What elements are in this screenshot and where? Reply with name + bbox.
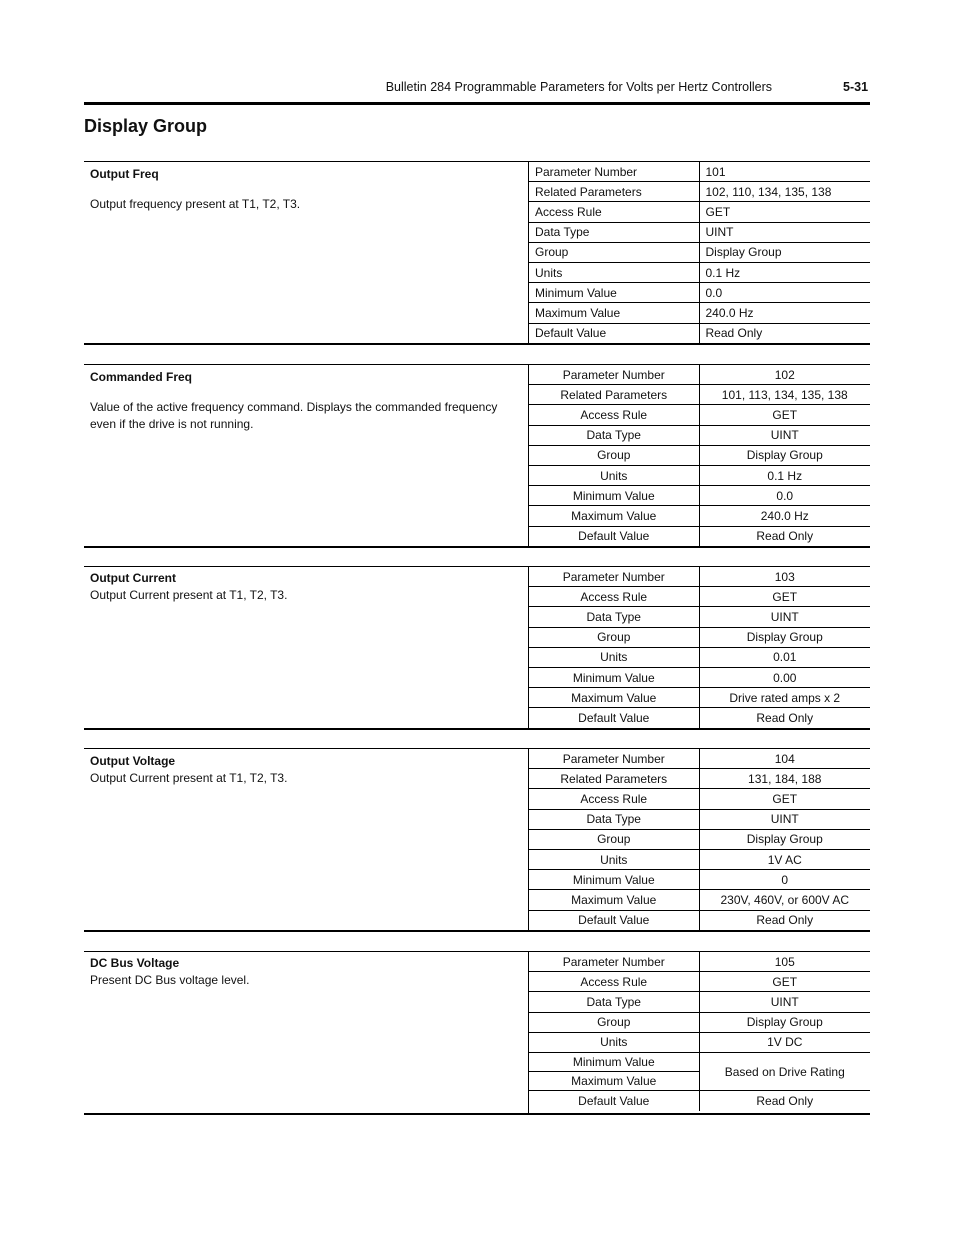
attribute-value: Read Only xyxy=(699,1091,870,1111)
attribute-value: Read Only xyxy=(699,526,870,546)
table-row xyxy=(529,365,870,385)
attribute-label: Maximum Value xyxy=(529,890,699,910)
attribute-value: 0.0 xyxy=(699,486,870,506)
table-row xyxy=(529,1091,870,1111)
table-row xyxy=(529,890,870,910)
attribute-label: Default Value xyxy=(529,1091,699,1111)
table-row xyxy=(529,769,870,789)
attribute-label: Units xyxy=(529,465,699,485)
attribute-value: Read Only xyxy=(699,708,870,728)
attribute-label: Minimum Value xyxy=(529,870,699,890)
table-row xyxy=(529,789,870,809)
attribute-label: Maximum Value xyxy=(529,303,699,323)
param-description: Output Current present at T1, T2, T3. xyxy=(90,588,288,602)
attribute-value: Display Group xyxy=(699,445,870,465)
param-name: Output Current xyxy=(90,571,176,585)
attribute-value: UINT xyxy=(699,992,870,1012)
param-attributes-table xyxy=(529,567,870,728)
param-block-output-voltage xyxy=(84,748,870,932)
attribute-value-merged: Based on Drive Rating xyxy=(699,1052,870,1090)
table-row xyxy=(529,749,870,769)
param-description: Output frequency present at T1, T2, T3. xyxy=(90,197,301,211)
attribute-value: 0.00 xyxy=(699,667,870,687)
table-row xyxy=(529,222,870,242)
attribute-value: UINT xyxy=(699,425,870,445)
attribute-label: Parameter Number xyxy=(529,952,699,972)
header-rule xyxy=(84,102,870,105)
param-block-output-freq xyxy=(84,161,870,345)
attribute-value: 104 xyxy=(774,751,795,766)
attribute-label: Parameter Number xyxy=(529,162,699,182)
attribute-value: 101, 113, 134, 135, 138 xyxy=(699,385,870,405)
attribute-label: Access Rule xyxy=(529,972,699,992)
param-name: Output Freq xyxy=(90,167,159,181)
attribute-label: Related Parameters xyxy=(529,385,699,405)
param-attributes-table xyxy=(529,162,870,343)
attribute-label: Data Type xyxy=(529,607,699,627)
attribute-label: Maximum Value xyxy=(529,688,699,708)
attribute-label: Minimum Value xyxy=(529,1052,699,1071)
attribute-label: Parameter Number xyxy=(529,365,699,385)
table-row xyxy=(529,627,870,647)
param-description: Value of the active frequency command. Displays the commanded frequency even if the drive is not running. xyxy=(90,400,498,431)
attribute-value: Drive rated amps x 2 xyxy=(699,688,870,708)
table-row xyxy=(529,405,870,425)
table-row xyxy=(529,526,870,546)
attribute-label: Default Value xyxy=(529,323,699,343)
attribute-label: Access Rule xyxy=(529,405,699,425)
section-title: Display Group xyxy=(84,116,208,136)
param-description-cell xyxy=(84,749,529,930)
attribute-value: 1V AC xyxy=(699,849,870,869)
table-row xyxy=(529,202,870,222)
table-row xyxy=(529,1032,870,1052)
attribute-label: Access Rule xyxy=(529,587,699,607)
param-description: Output Current present at T1, T2, T3. xyxy=(90,771,288,785)
attribute-label: Related Parameters xyxy=(529,769,699,789)
table-row xyxy=(529,567,870,587)
table-row xyxy=(529,952,870,972)
attribute-label: Default Value xyxy=(529,708,699,728)
running-header-title: Bulletin 284 Programmable Parameters for Volts per Hertz Controllers xyxy=(385,80,772,94)
attribute-value: GET xyxy=(699,202,870,222)
attribute-label: Parameter Number xyxy=(529,567,699,587)
table-row xyxy=(529,385,870,405)
attribute-label: Minimum Value xyxy=(529,486,699,506)
attribute-value: Display Group xyxy=(699,242,870,262)
attribute-value: 105 xyxy=(774,954,795,969)
attribute-label: Group xyxy=(529,242,699,262)
table-row xyxy=(529,910,870,930)
param-attributes-table xyxy=(529,952,870,1111)
table-row xyxy=(529,303,870,323)
attribute-label: Units xyxy=(529,1032,699,1052)
table-row xyxy=(529,829,870,849)
table-row xyxy=(529,182,870,202)
table-row xyxy=(529,688,870,708)
table-row xyxy=(529,1012,870,1032)
table-row xyxy=(529,992,870,1012)
attribute-value: UINT xyxy=(699,809,870,829)
attribute-value: Display Group xyxy=(699,627,870,647)
table-row xyxy=(529,465,870,485)
attribute-label: Minimum Value xyxy=(529,283,699,303)
attribute-label: Data Type xyxy=(529,809,699,829)
attribute-value: 0.0 xyxy=(699,283,870,303)
table-row xyxy=(529,262,870,282)
attribute-label: Group xyxy=(529,1012,699,1032)
attribute-label: Group xyxy=(529,627,699,647)
attribute-value: 0.1 Hz xyxy=(699,465,870,485)
table-row xyxy=(529,809,870,829)
attribute-label: Default Value xyxy=(529,526,699,546)
attribute-label: Related Parameters xyxy=(529,182,699,202)
attribute-value: Display Group xyxy=(699,1012,870,1032)
attribute-value: 240.0 Hz xyxy=(699,506,870,526)
table-row xyxy=(529,506,870,526)
attribute-value: 0.1 Hz xyxy=(699,262,870,282)
param-attributes-table xyxy=(529,365,870,546)
attribute-value: GET xyxy=(699,587,870,607)
attribute-label: Data Type xyxy=(529,222,699,242)
attribute-value: 103 xyxy=(774,569,795,584)
attribute-label: Data Type xyxy=(529,992,699,1012)
page-number: 5-31 xyxy=(843,80,869,94)
param-name: Commanded Freq xyxy=(90,370,193,384)
attribute-label: Parameter Number xyxy=(529,749,699,769)
attribute-label: Group xyxy=(529,829,699,849)
attribute-value: 102 xyxy=(774,367,795,382)
table-row xyxy=(529,445,870,465)
attribute-value: 1V DC xyxy=(699,1032,870,1052)
table-row xyxy=(529,708,870,728)
param-description-cell xyxy=(84,567,529,728)
attribute-value: GET xyxy=(699,405,870,425)
attribute-value: UINT xyxy=(699,607,870,627)
table-row xyxy=(529,242,870,262)
param-block-output-current xyxy=(84,566,870,730)
attribute-value: UINT xyxy=(699,222,870,242)
table-row xyxy=(529,1052,870,1071)
attribute-label: Default Value xyxy=(529,910,699,930)
attribute-value: Read Only xyxy=(699,323,870,343)
attribute-value: 0 xyxy=(699,870,870,890)
attribute-label: Data Type xyxy=(529,425,699,445)
attribute-label: Access Rule xyxy=(529,789,699,809)
param-description-cell xyxy=(84,365,529,546)
attribute-value: 101 xyxy=(705,164,726,179)
attribute-value: Display Group xyxy=(699,829,870,849)
attribute-label: Units xyxy=(529,647,699,667)
attribute-value: 240.0 Hz xyxy=(699,303,870,323)
table-row xyxy=(529,849,870,869)
table-row xyxy=(529,162,870,182)
table-row xyxy=(529,667,870,687)
param-description-cell xyxy=(84,952,529,1113)
attribute-value: 131, 184, 188 xyxy=(699,769,870,789)
attribute-label: Maximum Value xyxy=(529,506,699,526)
attribute-value: GET xyxy=(699,789,870,809)
attribute-label: Minimum Value xyxy=(529,667,699,687)
attribute-label: Maximum Value xyxy=(529,1072,699,1091)
table-row xyxy=(529,607,870,627)
table-row xyxy=(529,486,870,506)
attribute-value: 230V, 460V, or 600V AC xyxy=(699,890,870,910)
attribute-label: Units xyxy=(529,262,699,282)
param-name: DC Bus Voltage xyxy=(90,956,180,970)
param-attributes-table xyxy=(529,749,870,930)
attribute-value: 102, 110, 134, 135, 138 xyxy=(699,182,870,202)
table-row xyxy=(529,587,870,607)
attribute-value: Read Only xyxy=(699,910,870,930)
param-description-cell xyxy=(84,162,529,343)
table-row xyxy=(529,647,870,667)
param-block-dc-bus-voltage xyxy=(84,951,870,1115)
param-block-commanded-freq xyxy=(84,364,870,548)
table-row xyxy=(529,323,870,343)
table-row xyxy=(529,283,870,303)
attribute-label: Units xyxy=(529,849,699,869)
param-name: Output Voltage xyxy=(90,754,176,768)
attribute-value: GET xyxy=(699,972,870,992)
table-row xyxy=(529,870,870,890)
attribute-label: Access Rule xyxy=(529,202,699,222)
attribute-value: 0.01 xyxy=(699,647,870,667)
param-description: Present DC Bus voltage level. xyxy=(90,973,250,987)
table-row xyxy=(529,972,870,992)
table-row xyxy=(529,425,870,445)
attribute-label: Group xyxy=(529,445,699,465)
